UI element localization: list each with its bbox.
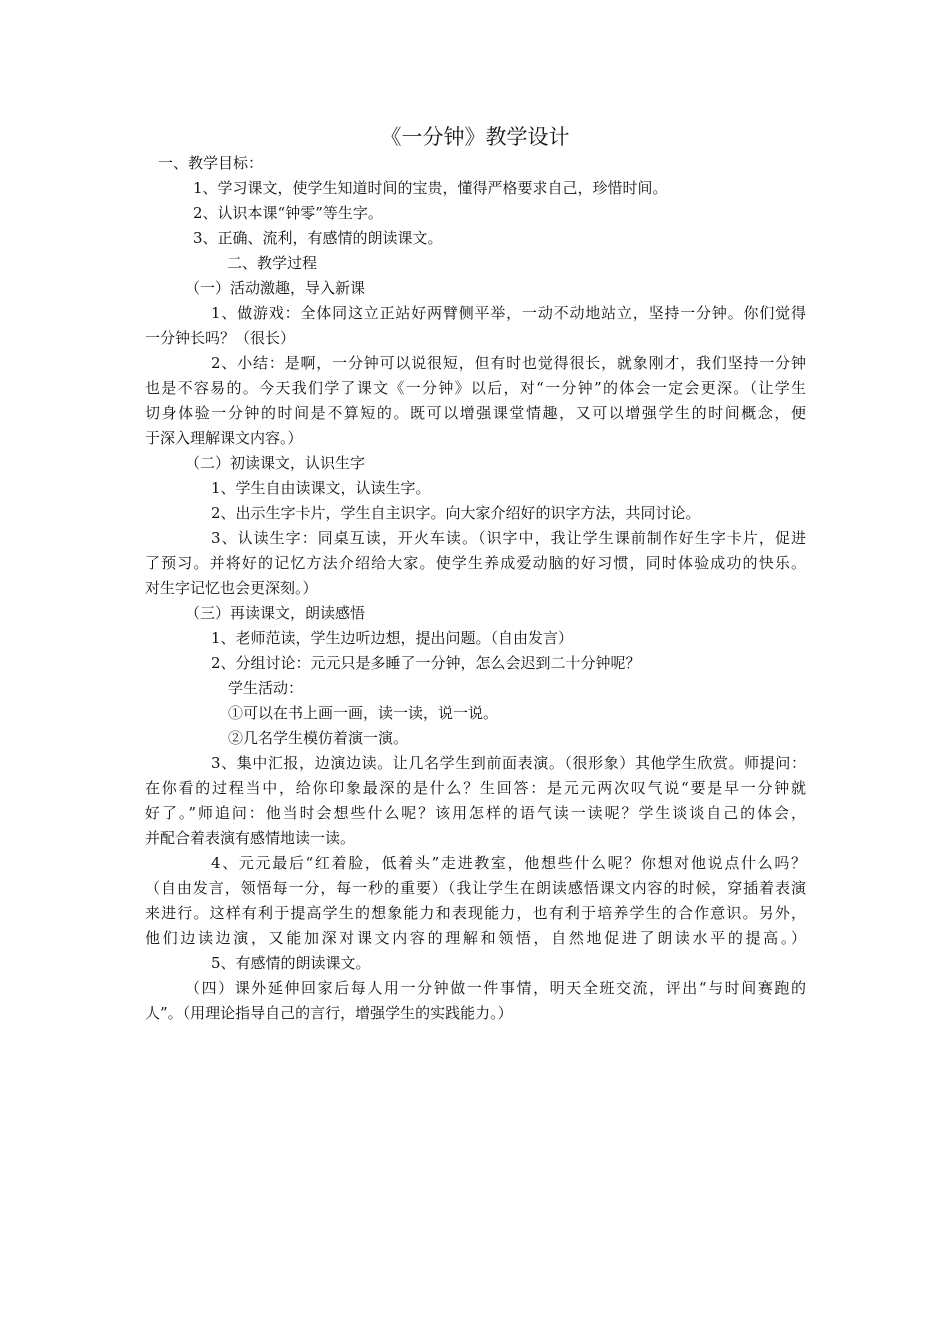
document-title: 《一分钟》教学设计 — [380, 125, 570, 149]
paragraph-line: （四）课外延伸回家后每人用一分钟做一件事情，明天全班交流，评出“与时间赛跑的 — [185, 979, 806, 997]
paragraph-line: （自由发言，领悟每一分，每一秒的重要）（我让学生在朗读感悟课文内容的时候，穿插着表演 — [145, 879, 806, 897]
paragraph-line: 2、分组讨论：元元只是多睡了一分钟，怎么会迟到二十分钟呢？ — [211, 654, 641, 672]
section-heading-goals: 一、教学目标： — [158, 154, 264, 172]
list-item: ②几名学生模仿着演一演。 — [228, 729, 409, 747]
goal-item: 2、认识本课“钟零”等生字。 — [193, 204, 383, 222]
subsection-heading: （二）初读课文，认识生字 — [185, 454, 366, 472]
paragraph-line: 1、做游戏：全体同这立正站好两臂侧平举，一动不动地站立，坚持一分钟。你们觉得 — [211, 304, 806, 322]
paragraph-line: 对生字记忆也会更深刻。） — [145, 579, 318, 597]
paragraph-line: 1、学生自由读课文，认读生字。 — [211, 479, 431, 497]
paragraph-line: 3、集中汇报，边演边读。让几名学生到前面表演。（很形象）其他学生欣赏。师提问： — [211, 754, 806, 772]
paragraph-line: 4、元元最后“红着脸，低着头”走进教室，他想些什么呢？你想对他说点什么吗？ — [211, 854, 806, 872]
subsection-heading: （一）活动激趣，导入新课 — [185, 279, 366, 297]
paragraph-line: 了预习。并将好的记忆方法介绍给大家。使学生养成爱动脑的好习惯，同时体验成功的快乐。 — [145, 554, 806, 572]
paragraph-line: 也是不容易的。今天我们学了课文《一分钟》以后，对“一分钟”的体会一定会更深。（让学生 — [145, 379, 806, 397]
paragraph-line: 他们边读边演，又能加深对课文内容的理解和领悟，自然地促进了朗读水平的提高。） — [145, 929, 806, 947]
list-item: ①可以在书上画一画，读一读，说一说。 — [228, 704, 499, 722]
paragraph-line: 3、认读生字：同桌互读，开火车读。（识字中，我让学生课前制作好生字卡片，促进 — [211, 529, 806, 547]
paragraph-line: 在你看的过程当中，给你印象最深的是什么？生回答：是元元两次叹气说“要是早一分钟就 — [145, 779, 806, 797]
paragraph-line: 于深入理解课文内容。） — [145, 429, 303, 447]
paragraph-line: 一分钟长吗？（很长） — [145, 329, 296, 347]
paragraph-line: 好了。”师追问：他当时会想些什么呢？该用怎样的语气读一读呢？学生谈谈自己的体会， — [145, 804, 806, 822]
paragraph-line: 来进行。这样有利于提高学生的想象能力和表现能力，也有利于培养学生的合作意识。另外， — [145, 904, 806, 922]
goal-item: 3、正确、流利，有感情的朗读课文。 — [193, 229, 443, 247]
paragraph-line: 2、出示生字卡片，学生自主识字。向大家介绍好的识字方法，共同讨论。 — [211, 504, 701, 522]
goal-item: 1、学习课文，使学生知道时间的宝贵，懂得严格要求自己，珍惜时间。 — [193, 179, 668, 197]
paragraph-line: 2、小结：是啊，一分钟可以说很短，但有时也觉得很长，就象刚才，我们坚持一分钟 — [211, 354, 806, 372]
paragraph-line: 5、有感情的朗读课文。 — [211, 954, 371, 972]
paragraph-line: 并配合着表演有感情地读一读。 — [145, 829, 356, 847]
subsection-heading: （三）再读课文，朗读感悟 — [185, 604, 366, 622]
paragraph-line: 学生活动： — [228, 679, 304, 697]
section-heading-process: 二、教学过程 — [227, 254, 318, 272]
paragraph-line: 人”。（用理论指导自己的言行，增强学生的实践能力。） — [145, 1004, 513, 1022]
paragraph-line: 1、老师范读，学生边听边想，提出问题。（自由发言） — [211, 629, 574, 647]
paragraph-line: 切身体验一分钟的时间是不算短的。既可以增强课堂情趣，又可以增强学生的时间概念，便 — [145, 404, 806, 422]
